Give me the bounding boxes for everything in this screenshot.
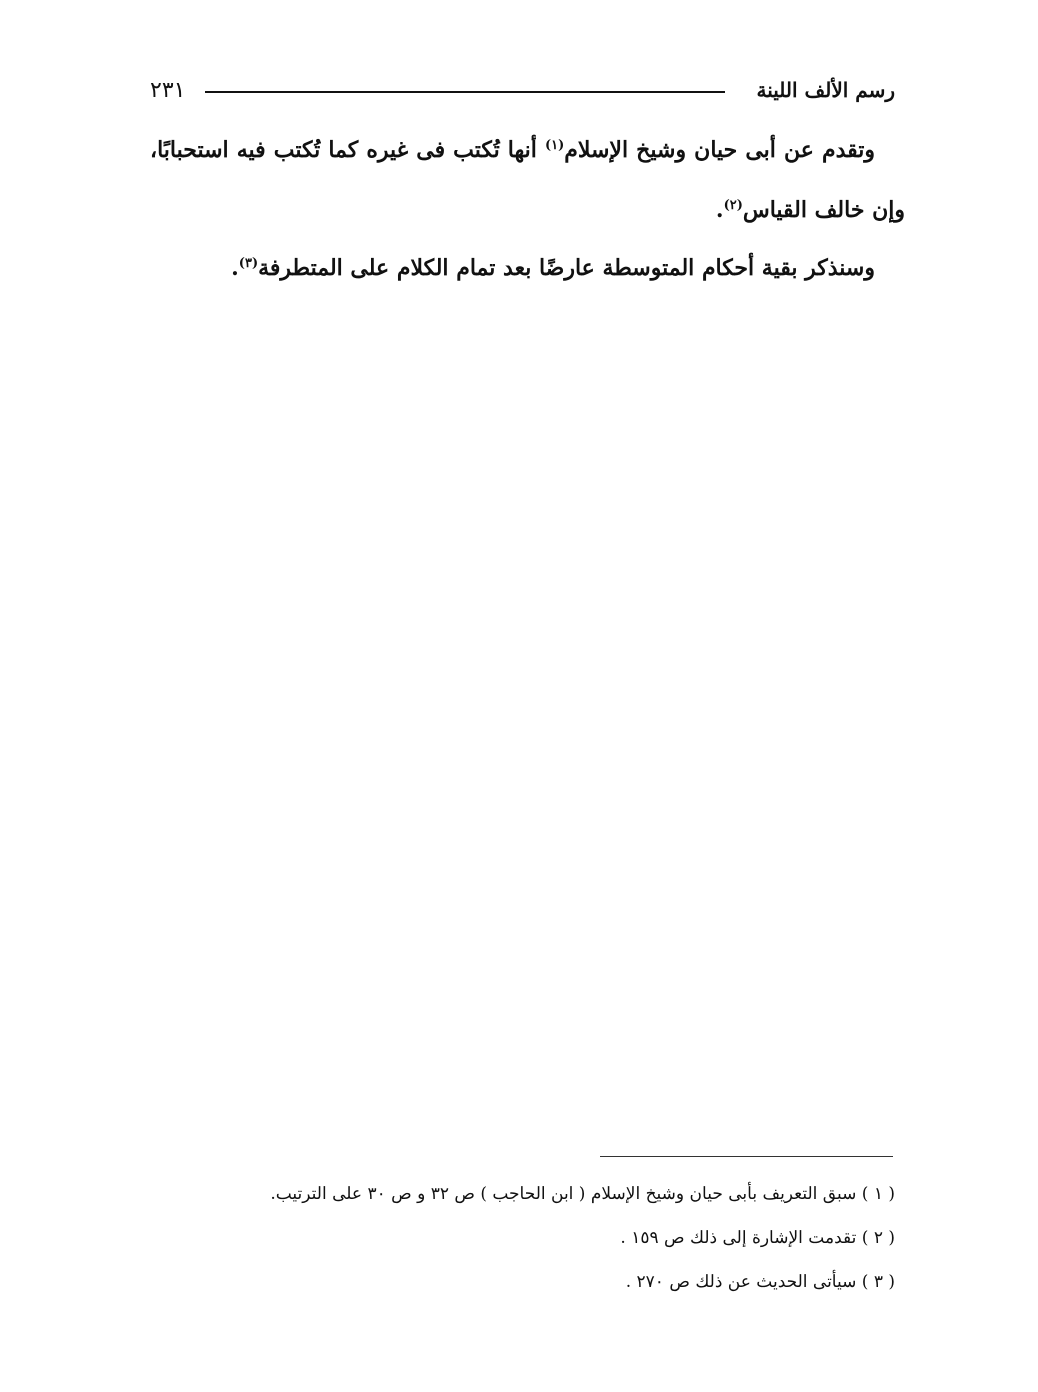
paragraph-2	[150, 236, 905, 296]
paragraph-1-text-a: وتقدم عن أبى حيان وشيخ الإسلام	[564, 137, 876, 163]
footnote-ref-2: (٢)	[723, 198, 743, 213]
footnotes	[150, 1172, 895, 1304]
paragraph-2-text-a: وسنذكر بقية أحكام المتوسطة عارضًا بعد تمام الكلام على المتطرفة	[258, 255, 875, 281]
paragraph-1-text-c: .	[715, 197, 724, 223]
paragraph-1	[150, 118, 905, 238]
header-rule	[205, 91, 725, 93]
footnote-1: ( ١ ) سبق التعريف بأبى حيان وشيخ الإسلام ( ابن الحاجب ) ص ٣٢ و ص ٣٠ على الترتيب.	[270, 1184, 895, 1204]
page-number: ٢٣١	[150, 77, 186, 103]
footnote-ref-1: (١)	[544, 138, 565, 153]
footnote-ref-3: (٣)	[238, 256, 259, 271]
paragraph-2-text-b: .	[231, 255, 239, 281]
footnote-3: ( ٣ ) سيأتى الحديث عن ذلك ص ٢٧٠ .	[625, 1272, 895, 1292]
footnote-separator	[600, 1156, 893, 1157]
running-title: رسم الألف اللينة	[756, 78, 895, 102]
footnote-2: ( ٢ ) تقدمت الإشارة إلى ذلك ص ١٥٩ .	[620, 1228, 895, 1248]
page-header	[150, 72, 895, 108]
paragraph-1-text-b: أنها تُكتب فى غيره كما تُكتب فيه استحبابًا، وإن خالف القياس	[150, 137, 905, 223]
